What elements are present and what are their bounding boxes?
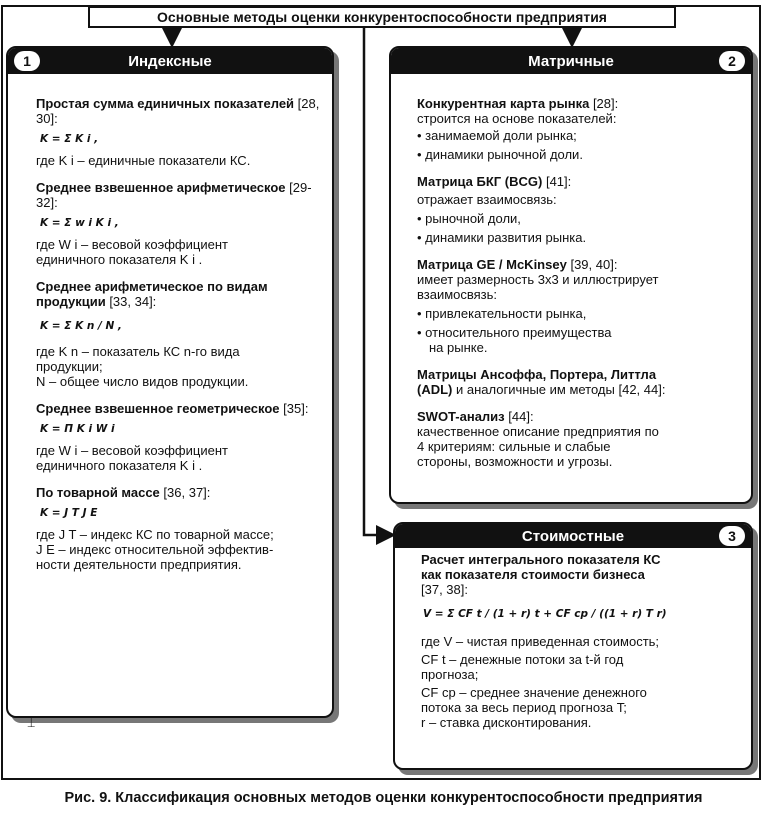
panel-index-header (8, 48, 332, 74)
index-s2-formula: K = Σ w i K i , (40, 217, 119, 229)
matrix-s4-title: Матрицы Ансоффа, Портера, Литтла (417, 367, 657, 382)
index-s2-desc2: единичного показателя K i . (36, 252, 203, 267)
panel-index (6, 46, 334, 718)
text-cursor-icon: ⌶ (27, 714, 36, 730)
matrix-s2-bullet: • динамики развития рынка. (417, 230, 739, 245)
index-s3-title: Среднее арифметическое по видам продукции [33, 34]: (36, 279, 268, 309)
index-s5-title: По товарной массе [36, 37]: (36, 485, 211, 500)
matrix-s2-desc: отражает взаимосвязь: (417, 192, 557, 207)
panel-cost-title: Стоимостные (521, 527, 625, 545)
cost-formula: V = Σ CF t / (1 + r) t + CF cp / ((1 + r) T r) (423, 608, 667, 620)
index-s4-desc1: где W i – весовой коэффициент (36, 443, 228, 458)
matrix-s5-desc2: 4 критериям: сильные и слабые (417, 439, 611, 454)
index-s4-title: Среднее взвешенное геометрическое [35]: (36, 401, 309, 416)
panel-index-number: 1 (14, 51, 40, 71)
panel-matrix (389, 46, 753, 504)
index-s1-title: Простая сумма единичных показателей [28, 30]: (36, 96, 320, 126)
index-s2-title: Среднее взвешенное арифметическое [29-32]: (36, 180, 312, 210)
index-s4-formula: K = Π K i W i (40, 423, 115, 435)
matrix-s2-bullet: • рыночной доли, (417, 211, 739, 226)
index-s5-desc3: ности деятельности предприятия. (36, 557, 242, 572)
matrix-s3-bullet: • относительного преимущества (417, 325, 739, 340)
cost-desc3: прогноза; (421, 667, 479, 682)
cost-desc6: r – ставка дисконтирования. (421, 715, 592, 730)
cost-s1-title1: Расчет интегрального показателя КС (421, 552, 661, 567)
index-s4-desc2: единичного показателя K i . (36, 458, 203, 473)
matrix-s3-bullet-cont: на рынке. (429, 340, 488, 355)
cost-desc1: где V – чистая приведенная стоимость; (421, 634, 660, 649)
matrix-s1-bullet: • динамики рыночной доли. (417, 147, 739, 162)
index-s1-desc: где K i – единичные показатели КС. (36, 153, 251, 168)
matrix-s5-desc3: стороны, возможности и угрозы. (417, 454, 613, 469)
matrix-s3-desc1: имеет размерность 3x3 и иллюстрирует (417, 272, 659, 287)
panel-cost-number: 3 (719, 526, 745, 546)
panel-matrix-number: 2 (719, 51, 745, 71)
page-title: Основные методы оценки конкурентоспособности предприятия (88, 6, 676, 28)
matrix-s3-desc2: взаимосвязь: (417, 287, 498, 302)
matrix-s3-title: Матрица GE / McKinsey [39, 40]: (417, 257, 618, 272)
matrix-s3-bullet: • привлекательности рынка, (417, 306, 739, 321)
index-s3-formula: K = Σ K n / N , (40, 320, 122, 332)
index-s2-desc1: где W i – весовой коэффициент (36, 237, 228, 252)
index-s5-desc1: где J T – индекс КС по товарной массе; (36, 527, 274, 542)
figure-caption: Рис. 9. Классификация основных методов оценки конкурентоспособности предприятия (64, 790, 703, 806)
matrix-s1-title: Конкурентная карта рынка [28]: (417, 96, 619, 111)
panel-cost-header (395, 524, 751, 548)
matrix-s4-line2: (ADL) и аналогичные им методы [42, 44]: (417, 382, 666, 397)
cost-desc5: потока за весь период прогноза T; (421, 700, 627, 715)
matrix-s1-desc: строится на основе показателей: (417, 111, 617, 126)
panel-index-title: Индексные (128, 52, 212, 70)
index-s3-desc2: продукции; (36, 359, 103, 374)
matrix-s1-bullet: • занимаемой доли рынка; (417, 128, 739, 143)
arrow-to-cost (364, 28, 386, 535)
index-s5-desc2: J E – индекс относительной эффектив- (36, 542, 274, 557)
cost-s1-ref: [37, 38]: (421, 582, 468, 597)
matrix-s5-desc1: качественное описание предприятия по (417, 424, 659, 439)
panel-cost (393, 522, 753, 770)
cost-s1-title2: как показателя стоимости бизнеса (421, 567, 645, 582)
index-s3-desc3: N – общее число видов продукции. (36, 374, 249, 389)
index-s1-formula: K = Σ K i , (40, 133, 99, 145)
cost-desc4: CF cp – среднее значение денежного (421, 685, 647, 700)
matrix-s5-title: SWOT-анализ [44]: (417, 409, 534, 424)
panel-matrix-header (391, 48, 751, 74)
matrix-s2-title: Матрица БКГ (BCG) [41]: (417, 174, 572, 189)
panel-matrix-title: Матричные (528, 52, 614, 70)
index-s5-formula: K = J T J E (40, 507, 98, 519)
index-s3-desc1: где K n – показатель КС n-го вида (36, 344, 240, 359)
cost-desc2: CF t – денежные потоки за t-й год (421, 652, 624, 667)
